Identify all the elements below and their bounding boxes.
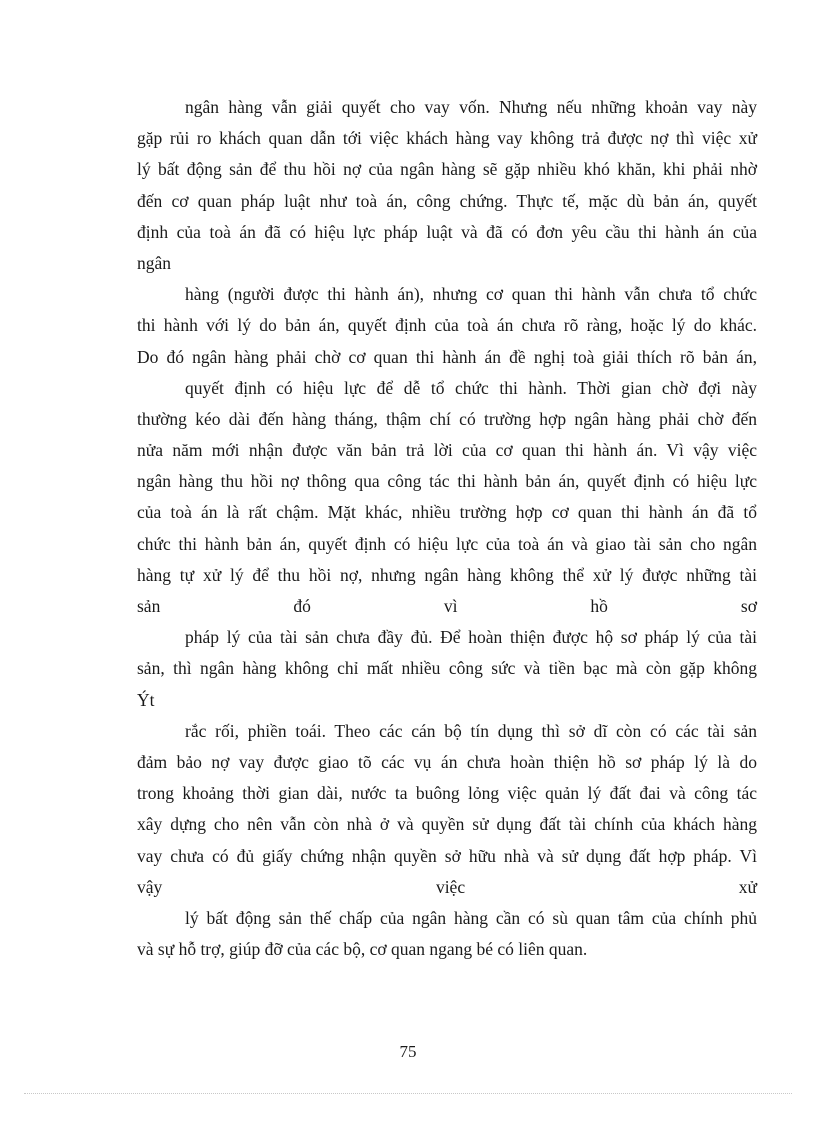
text-line: đảm bảo nợ vay được giao tõ các vụ án chưa hoàn thiện hồ sơ pháp lý là do — [137, 751, 757, 772]
text-line: hàng (người được thi hành án), nhưng cơ quan thi hành vẫn chưa tổ chức — [185, 284, 757, 305]
text-line: sản, thì ngân hàng không chỉ mất nhiều công sức và tiền bạc mà còn gặp không — [137, 658, 757, 679]
text-line: gặp rủi ro khách quan dẫn tới việc khách hàng vay không trả được nợ thì việc xử — [137, 128, 757, 149]
text-line: quyết định có hiệu lực để dễ tổ chức thi hành. Thời gian chờ đợi này — [185, 377, 757, 398]
text-line: lý bất động sản để thu hồi nợ của ngân hàng sẽ gặp nhiều khó khăn, khi phải nhờ — [137, 159, 757, 180]
text-line: vậy việc xử — [137, 876, 757, 897]
text-line: và sự hỗ trợ, giúp đỡ của các bộ, cơ quan ngang bé có liên quan. — [137, 939, 588, 960]
text-line: nửa năm mới nhận được văn bản trả lời của cơ quan thi hành án. Vì vậy việc — [137, 440, 757, 461]
text-line: ngân hàng vẫn giải quyết cho vay vốn. Nhưng nếu những khoản vay này — [185, 97, 757, 117]
text-line: thi hành với lý do bản án, quyết định của toà án chưa rõ ràng, hoặc lý do khác. — [137, 315, 757, 336]
text-line: định của toà án đã có hiệu lực pháp luật và đã có đơn yêu cầu thi hành án của — [137, 221, 757, 242]
text-line: hàng tự xử lý để thu hồi nợ, nhưng ngân hàng không thể xử lý được những tài — [137, 564, 757, 585]
text-line: lý bất động sản thế chấp của ngân hàng cần có sù quan tâm của chính phủ — [185, 907, 757, 928]
text-line: rắc rối, phiền toái. Theo các cán bộ tín dụng thì sở dĩ còn có các tài sản — [185, 720, 757, 741]
text-line: Do đó ngân hàng phải chờ cơ quan thi hành án đề nghị toà giải thích rõ bản án, — [137, 346, 757, 367]
footer-divider — [24, 1093, 792, 1094]
text-line: chức thi hành bản án, quyết định có hiệu lực của toà án và giao tài sản cho ngân — [137, 533, 757, 554]
text-line: thường kéo dài đến hàng tháng, thậm chí có trường hợp ngân hàng phải chờ đến — [137, 408, 757, 429]
text-line: ngân hàng thu hồi nợ thông qua công tác thi hành bản án, quyết định có hiệu lực — [137, 471, 757, 492]
text-line: đến cơ quan pháp luật như toà án, công chứng. Thực tế, mặc dù bản án, quyết — [137, 190, 757, 211]
page-number: 75 — [399, 1042, 417, 1061]
text-line: của toà án là rất chậm. Mặt khác, nhiều trường hợp cơ quan thi hành án đã tổ — [137, 502, 757, 523]
text-line: ngân — [137, 252, 172, 273]
text-line: trong khoảng thời gian dài, nước ta buông lỏng việc quản lý đất đai và công tác — [137, 783, 757, 804]
text-line: xây dựng cho nên vẫn còn nhà ở và quyền sử dụng đất tài chính của khách hàng — [137, 814, 757, 835]
text-line: vay chưa có đủ giấy chứng nhận quyền sở hữu nhà và sử dụng đất hợp pháp. Vì — [137, 845, 757, 866]
text-line: sản đó vì hồ sơ — [137, 596, 757, 616]
text-line: Ýt — [137, 689, 155, 710]
text-line: pháp lý của tài sản chưa đầy đủ. Để hoàn thiện được hộ sơ pháp lý của tài — [185, 627, 757, 648]
body-text — [137, 92, 757, 965]
